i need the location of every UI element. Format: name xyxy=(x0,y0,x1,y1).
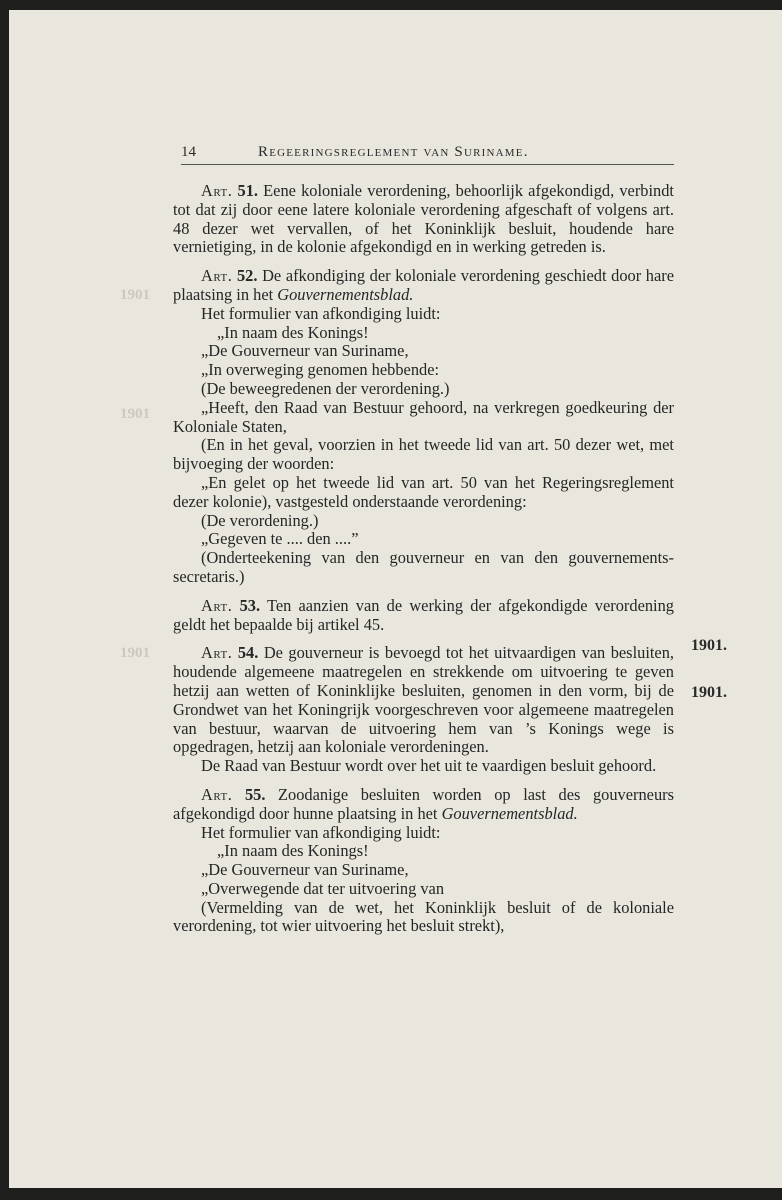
show-through-year: 1901 xyxy=(120,406,150,422)
article-line: (Onderteekening van den gouverneur en van den gouvernements-secretaris.) xyxy=(173,548,674,586)
margin-year-art-54: 1901. xyxy=(691,684,727,701)
article-text: Eene koloniale verordening, behoorlijk afgekondigd, verbindt tot dat zij door eene latere koloniale verordening afgeschaft of volgens art. 48 dezer wet vervallen, of het Koninklijk besluit, houdende hare vernietiging, in de kolonie afgekondigd en in werking getreden is. xyxy=(173,181,674,257)
margin-year-art-53: 1901. xyxy=(691,637,727,654)
page-header xyxy=(181,143,674,165)
show-through-year: 1901 xyxy=(120,645,150,661)
article-line: „En gelet op het tweede lid van art. 50 van het Regeringsreglement dezer kolonie), vastgesteld onderstaande verordening: xyxy=(173,472,674,511)
article-text: Ten aanzien van de werking der afgekondigde verordening geldt het bepaalde bij artikel 45. xyxy=(173,595,674,634)
article-line: (En in het geval, voorzien in het tweede lid van art. 50 dezer wet, met bijvoeging der woorden: xyxy=(173,435,674,474)
article-52 xyxy=(173,267,674,587)
article-line: „In naam des Konings! xyxy=(217,322,369,342)
article-text: De afkondiging der koloniale verordening geschiedt door hare plaatsing in het xyxy=(173,266,674,304)
page-body xyxy=(173,182,674,946)
article-number: 54. xyxy=(237,643,259,663)
article-51 xyxy=(173,182,674,257)
running-title: Regeeringsreglement van Suriname. xyxy=(258,144,529,160)
article-line: „De Gouverneur van Suriname, xyxy=(201,860,409,880)
article-line: „Heeft, den Raad van Bestuur gehoord, na verkregen goedkeuring der Koloniale Staten, xyxy=(173,397,674,436)
article-label: Art. xyxy=(201,266,233,286)
article-line: Het formulier van afkondiging luidt: xyxy=(201,303,441,323)
article-text: Zoodanige besluiten worden op last des gouverneurs afgekondigd door hunne plaatsing in het xyxy=(173,784,674,823)
article-number: 53. xyxy=(239,595,261,615)
article-label: Art. xyxy=(201,784,233,804)
article-54 xyxy=(173,644,674,776)
article-label: Art. xyxy=(201,595,233,615)
article-label: Art. xyxy=(201,643,233,663)
article-italic: Gouvernementsblad. xyxy=(277,284,414,304)
show-through-year: 1901 xyxy=(120,287,150,303)
article-text: De gouverneur is bevoegd tot het uitvaardigen van besluiten, houdende algemeene maatregelen en strekkende om uitvoering te geven hetzij aan wetten of Koninklijke besluiten, genomen in den vorm, bij de Grondwet van het Koningrijk voorgeschreven voor algemeene maatregelen van bestuur, waarvan de uitvoering hem van ’s Konings wege is opgedragen, hetzij aan koloniale verordeningen. xyxy=(173,643,674,757)
article-italic: Gouvernementsblad. xyxy=(441,803,578,823)
article-label: Art. xyxy=(201,181,233,200)
article-line: „De Gouverneur van Suriname, xyxy=(201,341,409,361)
article-number: 52. xyxy=(236,266,258,286)
article-line: „In overweging genomen hebbende: xyxy=(201,360,440,380)
article-opening xyxy=(173,786,674,824)
article-opening xyxy=(173,644,674,757)
article-line: (Vermelding van de wet, het Koninklijk besluit of de koloniale verordening, tot wier uitvoering het besluit strekt), xyxy=(173,897,674,936)
article-number: 51. xyxy=(237,181,258,200)
article-line: „In naam des Konings! xyxy=(217,841,369,861)
article-line: De Raad van Bestuur wordt over het uit te vaardigen besluit gehoord. xyxy=(201,756,657,776)
article-55 xyxy=(173,786,674,936)
article-53 xyxy=(173,597,674,635)
article-line: „Overwegende dat ter uitvoering van xyxy=(201,878,445,898)
article-line: (De verordening.) xyxy=(201,510,319,530)
article-number: 55. xyxy=(244,784,266,804)
article-opening xyxy=(173,267,674,305)
article-line: (De beweegredenen der verordening.) xyxy=(201,378,450,398)
article-line: „Gegeven te .... den ....” xyxy=(201,529,359,549)
page-number: 14 xyxy=(181,144,196,160)
article-line: Het formulier van afkondiging luidt: xyxy=(201,822,441,842)
